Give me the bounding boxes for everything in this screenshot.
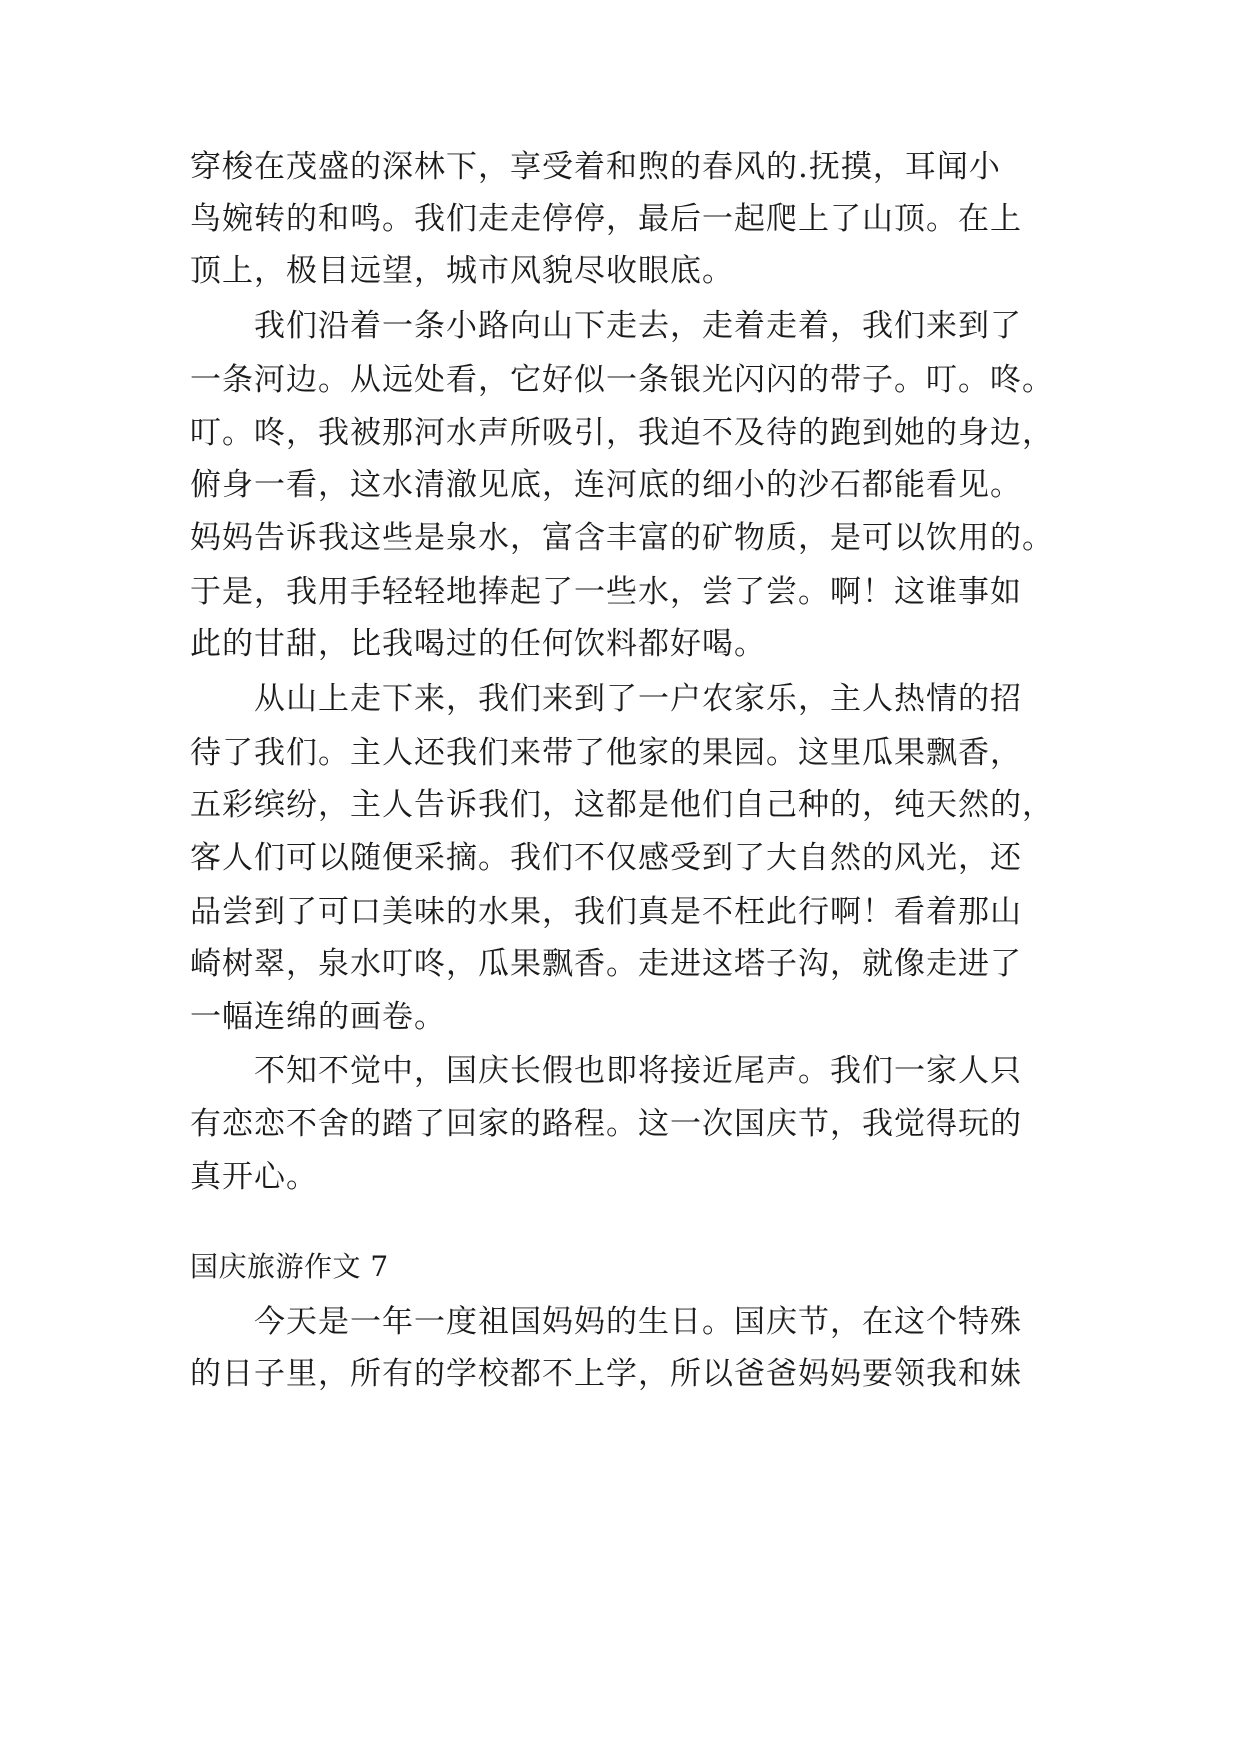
text-line: 品尝到了可口美味的水果，我们真是不枉此行啊！看着那山 (190, 894, 1022, 930)
text-line: 真开心。 (190, 1159, 318, 1195)
text-line: 我们沿着一条小路向山下走去，走着走着，我们来到了 (190, 308, 1022, 344)
text-line: 崎树翠，泉水叮咚，瓜果飘香。走进这塔子沟，就像走进了 (190, 946, 1022, 982)
text-line: 一条河边。从远处看，它好似一条银光闪闪的带子。叮。咚。 (190, 362, 1054, 398)
text-line: 今天是一年一度祖国妈妈的生日。国庆节，在这个特殊 (190, 1304, 1022, 1340)
text-line: 于是，我用手轻轻地捧起了一些水，尝了尝。啊！这谁事如 (190, 574, 1022, 610)
text-line: 待了我们。主人还我们来带了他家的果园。这里瓜果飘香， (190, 735, 1022, 771)
text-line: 俯身一看，这水清澈见底，连河底的细小的沙石都能看见。 (190, 467, 1022, 503)
text-line: 客人们可以随便采摘。我们不仅感受到了大自然的风光，还 (190, 840, 1022, 876)
text-line: 有恋恋不舍的踏了回家的路程。这一次国庆节，我觉得玩的 (190, 1106, 1022, 1142)
text-line: 妈妈告诉我这些是泉水，富含丰富的矿物质，是可以饮用的。 (190, 520, 1054, 556)
text-line: 的日子里，所有的学校都不上学，所以爸爸妈妈要领我和妹 (190, 1356, 1022, 1392)
text-line: 从山上走下来，我们来到了一户农家乐，主人热情的招 (190, 681, 1022, 717)
text-line: 五彩缤纷，主人告诉我们，这都是他们自己种的，纯天然的， (190, 787, 1054, 823)
text-line: 此的甘甜，比我喝过的任何饮料都好喝。 (190, 626, 766, 662)
text-line: 叮。咚，我被那河水声所吸引，我迫不及待的跑到她的身边， (190, 415, 1054, 451)
text-line: 鸟婉转的和鸣。我们走走停停，最后一起爬上了山顶。在上 (190, 201, 1022, 237)
text-line: 一幅连绵的画卷。 (190, 999, 446, 1035)
text-line: 穿梭在茂盛的深林下，享受着和煦的春风的.抚摸，耳闻小 (190, 149, 1001, 185)
text-line: 不知不觉中，国庆长假也即将接近尾声。我们一家人只 (190, 1053, 1022, 1089)
text-line: 顶上，极目远望，城市风貌尽收眼底。 (190, 253, 734, 289)
section-title: 国庆旅游作文 7 (190, 1250, 389, 1283)
